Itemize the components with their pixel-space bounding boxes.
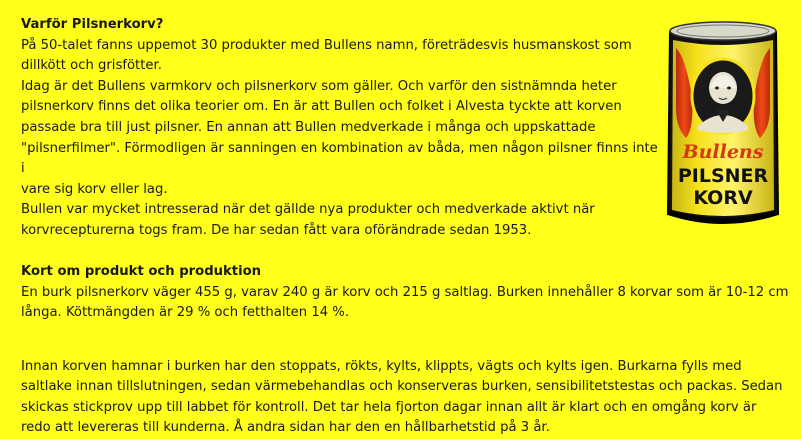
product-line1-text: PILSNER (677, 165, 769, 187)
paragraph-line: passade bra till just pilsner. En annan att Bullen medverkade i många och uppskattade (21, 119, 596, 135)
paragraph-line: Idag är det Bullens varmkorv och pilsnerkorv som gäller. Och varför den sistnämnda heter (21, 78, 617, 94)
heading-why-pilsnerkorv: Varför Pilsnerkorv? (21, 17, 164, 32)
paragraph-line: pilsnerkorv finns det olika teorier om. En är att Bullen och folket i Alvesta tyckte att korven (21, 99, 622, 115)
paragraph-line: Innan korven hamnar i burken har den stoppats, rökts, kylts, klippts, vägts och kylts igen. Burkarna fylls med (21, 358, 742, 374)
heading-product-production: Kort om produkt och produktion (21, 264, 262, 280)
paragraph-line: skickas stickprov upp till labbet för kontroll. Det tar hela fjorton dagar innan allt är klart och en omgång korv är (21, 399, 757, 415)
pilsnerkorv-can-image (664, 18, 782, 232)
product-line2-text: KORV (693, 187, 753, 209)
paragraph-line: vare sig korv eller lag. (21, 181, 168, 197)
paragraph-line: En burk pilsnerkorv väger 455 g, varav 240 g är korv och 215 g saltlag. Burken innehåller 8 korvar som är 10-12 cm (21, 284, 789, 300)
paragraph-line: Bullen var mycket intresserad när det gällde nya produkter och medverkade aktivt när (21, 202, 595, 218)
brand-text: Bullens (682, 141, 764, 163)
article-text (21, 15, 789, 439)
spacer (21, 324, 661, 345)
paragraph-line: På 50-talet fanns uppemot 30 produkter med Bullens namn, företrädesvis husmanskost som (21, 37, 632, 53)
paragraph-line: redo att levereras till kunderna. Å andra sidan har den en hållbarhetstid på 3 år. (21, 420, 550, 436)
paragraph-line: dillkött och grisfötter. (21, 58, 162, 74)
paragraph-line: "pilsnerfilmer". Förmodligen är sanningen en kombination av båda, men någon pilsner finns inte i (21, 140, 658, 177)
paragraph-line: saltlake innan tillslutningen, sedan värmebehandlas och konserveras burken, sensibilitetstestas och packas. Sedan (21, 379, 783, 395)
paragraph-line: långa. Köttmängden är 29 % och fetthalten 14 %. (21, 305, 350, 321)
spacer (21, 242, 661, 263)
paragraph-line: korvrecepturerna togs fram. De har sedan fått vara oförändrade sedan 1953. (21, 222, 532, 238)
spacer (21, 345, 661, 357)
